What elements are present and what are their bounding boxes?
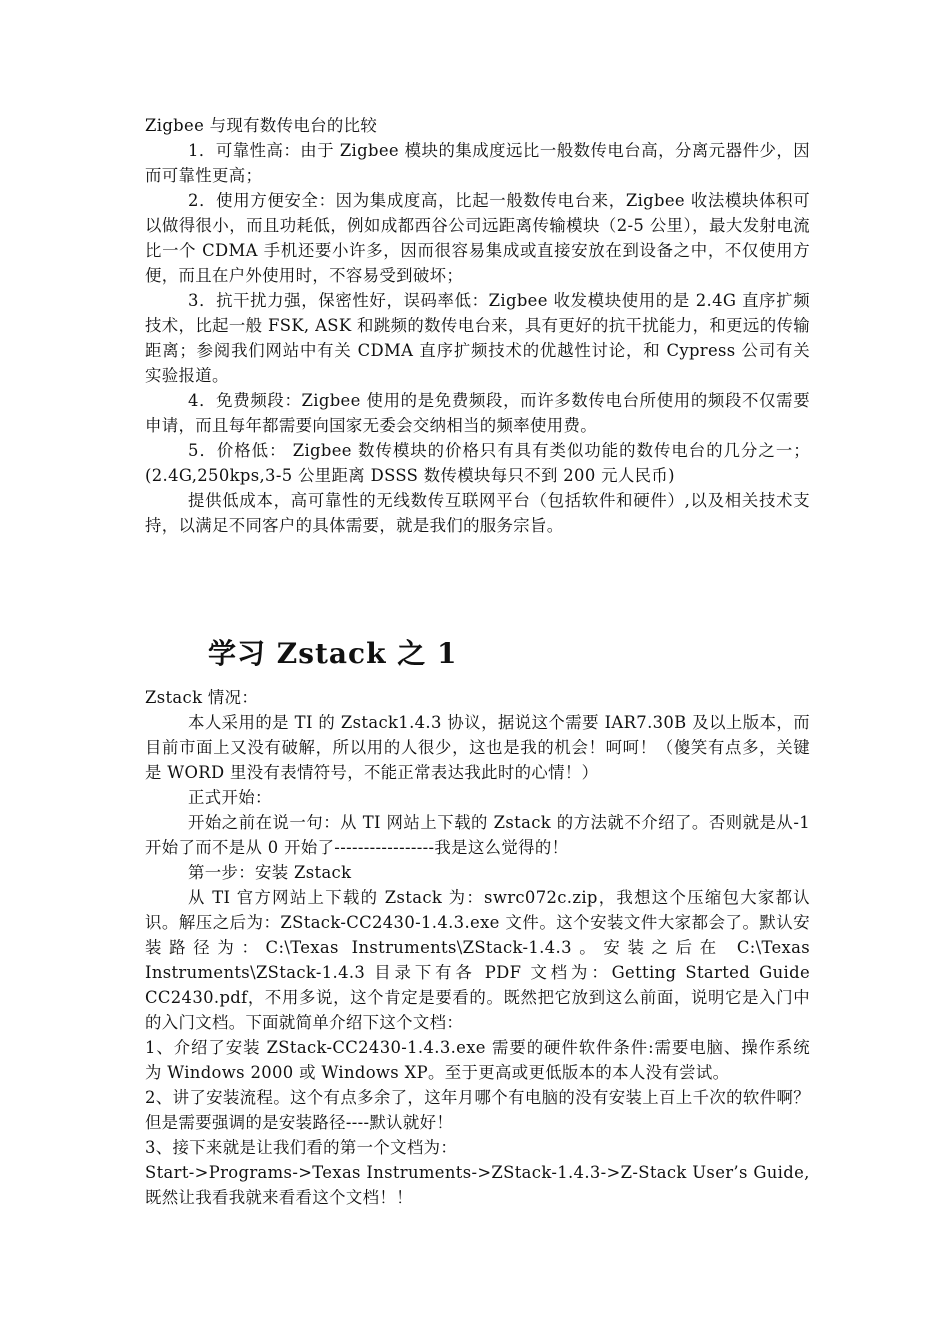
intro-line: Zstack 情况： <box>145 688 259 707</box>
paragraph: 第一步：安装 Zstack <box>188 863 352 882</box>
paragraph: 1．可靠性高：由于 Zigbee 模块的集成度远比一般数传电台高，分离元器件少，因而可靠性更高； <box>145 141 810 185</box>
paragraph: 本人采用的是 TI 的 Zstack1.4.3 协议，据说这个需要 IAR7.30B 及以上版本，而目前市面上又没有破解，所以用的人很少，这也是我的机会！呵呵！（傻笑有点多，关键是 WORD 里没有表情符号，不能正常表达我此时的心情！） <box>145 713 810 782</box>
paragraph: 提供低成本，高可靠性的无线数传互联网平台（包括软件和硬件）,以及相关技术支持，以满足不同客户的具体需要，就是我们的服务宗旨。 <box>145 491 810 535</box>
paragraph: 5．价格低： Zigbee 数传模块的价格只有具有类似功能的数传电台的几分之一；(2.4G,250kps,3-5 公里距离 DSSS 数传模块每只不到 200 元人民币) <box>145 441 810 485</box>
page-heading: 学习 Zstack 之 1 <box>208 637 458 670</box>
section-title: Zigbee 与现有数传电台的比较 <box>145 116 378 135</box>
paragraph: 4．免费频段：Zigbee 使用的是免费频段，而许多数传电台所使用的频段不仅需要申请，而且每年都需要向国家无委会交纳相当的频率使用费。 <box>145 391 810 435</box>
list-item: 2、讲了安装流程。这个有点多余了，这年月哪个有电脑的没有安装上百上千次的软件啊？但是需要强调的是安装路径----默认就好！ <box>145 1088 810 1132</box>
paragraph: 2．使用方便安全：因为集成度高，比起一般数传电台来，Zigbee 收法模块体积可以做得很小，而且功耗低，例如成都西谷公司远距离传输模块（2-5 公里），最大发射电流比一个 CDMA 手机还要小许多，因而很容易集成或直接安放在到设备之中，不仅使用方便，而且在户外使用时，不容易受到破坏； <box>145 191 810 285</box>
zigbee-comparison-section <box>145 113 810 538</box>
list-item: 1、介绍了安装 ZStack-CC2430-1.4.3.exe 需要的硬件软件条件:需要电脑、操作系统为 Windows 2000 或 Windows XP。至于更高或更低版本的本人没有尝试。 <box>145 1038 810 1082</box>
paragraph: 3．抗干扰力强，保密性好，误码率低：Zigbee 收发模块使用的是 2.4G 直序扩频技术，比起一般 FSK, ASK 和跳频的数传电台来，具有更好的抗干扰能力，和更远的传输距离；参阅我们网站中有关 CDMA 直序扩频技术的优越性讨论，和 Cypress 公司有关实验报道。 <box>145 291 810 385</box>
paragraph: 开始之前在说一句：从 TI 网站上下载的 Zstack 的方法就不介绍了。否则就是从-1 开始了而不是从 0 开始了-----------------我是这么觉得的！ <box>145 813 810 857</box>
paragraph: 从 TI 官方网站上下载的 Zstack 为：swrc072c.zip，我想这个压缩包大家都认识。解压之后为：ZStack-CC2430-1.4.3.exe 文件。这个安装文件大家都会了。默认安装路径为：C:\Texas Instruments\ZStack-1.4.3。安装之后在 C:\Texas Instruments\ZStack-1.4.3 目录下有各 PDF 文档为：Getting Started Guide CC2430.pdf，不用多说，这个肯定是要看的。既然把它放到这么前面，说明它是入门中的入门文档。下面就简单介绍下这个文档： <box>145 888 810 1032</box>
list-item: 3、接下来就是让我们看的第一个文档为： <box>145 1138 458 1157</box>
closing-line: 既然让我看我就来看看这个文档！！ <box>145 1188 413 1207</box>
zstack-section <box>145 685 810 1210</box>
paragraph: 正式开始： <box>188 788 272 807</box>
menu-path: Start->Programs->Texas Instruments->ZStack-1.4.3->Z-Stack User’s Guide, <box>145 1163 810 1182</box>
